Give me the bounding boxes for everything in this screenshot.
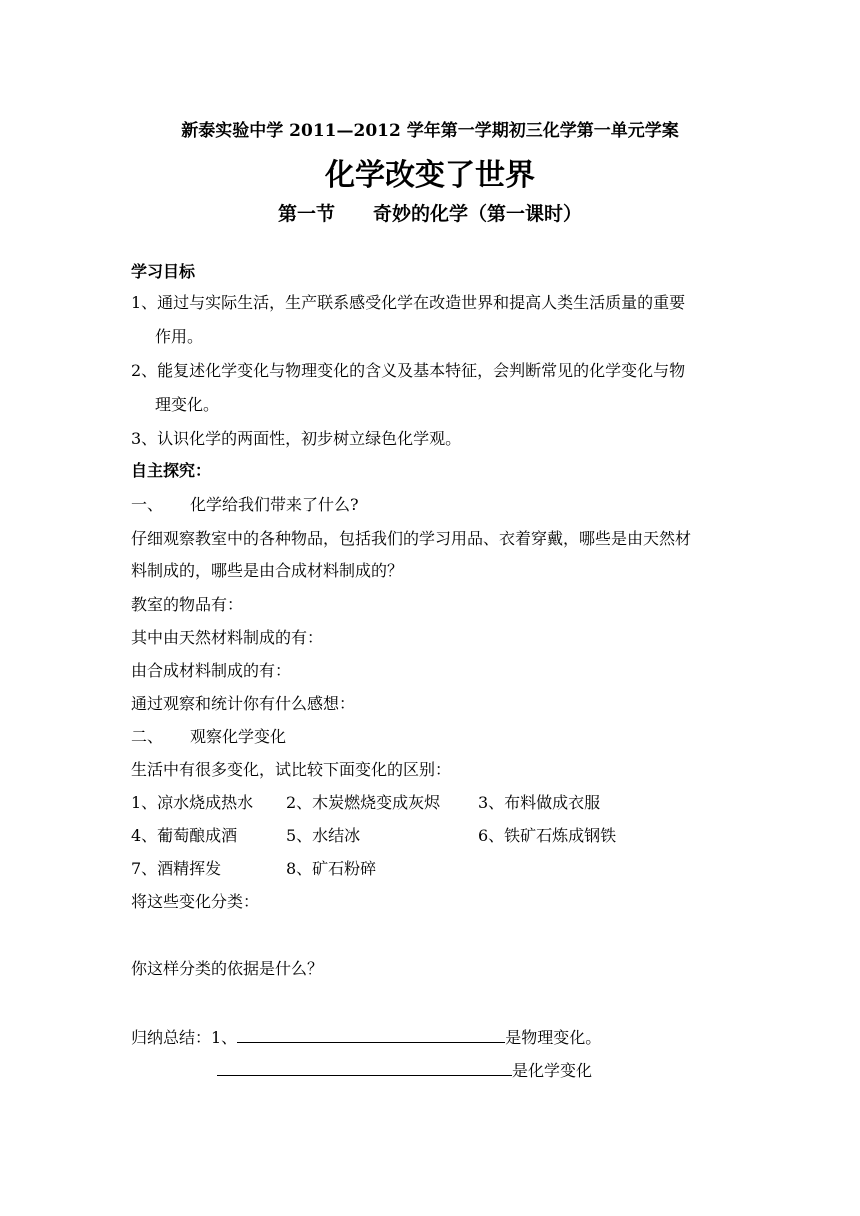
part1-title: 化学给我们带来了什么? [190, 495, 359, 514]
change-item: 5、水结冰 [286, 826, 361, 845]
classify-prompt: 将这些变化分类： [131, 892, 260, 911]
basis-prompt: 你这样分类的依据是什么？ [131, 959, 324, 978]
physical-change-blank[interactable] [237, 1025, 505, 1043]
part1-desc-line2: 料制成的，哪些是由合成材料制成的？ [131, 561, 404, 580]
section-title: 第一节 奇妙的化学（第一课时） [277, 203, 582, 225]
part1-desc-line1: 仔细观察教室中的各种物品，包括我们的学习用品、衣着穿戴，哪些是由天然材 [131, 529, 692, 548]
objective-1-line1: 1、通过与实际生活，生产联系感受化学在改造世界和提高人类生活质量的重要 [131, 293, 686, 312]
objective-3: 3、认识化学的两面性，初步树立绿色化学观。 [131, 429, 462, 448]
summary-label: 归纳总结：1、 [131, 1028, 238, 1047]
objective-2-line1: 2、能复述化学变化与物理变化的含义及基本特征，会判断常见的化学变化与物 [131, 361, 686, 380]
prompt-reflection: 通过观察和统计你有什么感想： [131, 694, 356, 713]
chemical-change-blank[interactable] [217, 1058, 512, 1076]
summary-physical-text: 是物理变化。 [505, 1028, 602, 1047]
summary-row-chemical [217, 1058, 592, 1081]
school-line: 新泰实验中学 2011—2012 学年第一学期初三化学第一单元学案 [181, 121, 679, 141]
prompt-natural-materials: 其中由天然材料制成的有： [131, 628, 324, 647]
change-item: 7、酒精挥发 [131, 859, 222, 878]
part1-number: 一、 [131, 495, 164, 514]
objective-1-line2: 作用。 [155, 327, 204, 346]
page-title: 化学改变了世界 [325, 158, 535, 193]
change-item: 8、矿石粉碎 [286, 859, 377, 878]
change-item: 6、铁矿石炼成钢铁 [478, 826, 617, 845]
summary-row-physical [131, 1025, 601, 1048]
objectives-heading: 学习目标 [131, 262, 196, 281]
change-item: 3、布料做成衣服 [478, 793, 601, 812]
part2-number: 二、 [131, 727, 164, 746]
prompt-synthetic-materials: 由合成材料制成的有： [131, 661, 292, 680]
change-item: 4、葡萄酿成酒 [131, 826, 238, 845]
prompt-classroom-items: 教室的物品有： [131, 595, 244, 614]
part2-title: 观察化学变化 [190, 727, 287, 746]
change-item: 1、凉水烧成热水 [131, 793, 254, 812]
summary-chemical-text: 是化学变化 [512, 1061, 593, 1080]
part2-intro: 生活中有很多变化，试比较下面变化的区别： [131, 760, 452, 779]
change-item: 2、木炭燃烧变成灰烬 [286, 793, 441, 812]
objective-2-line2: 理变化。 [155, 395, 220, 414]
inquiry-heading: 自主探究： [131, 461, 212, 480]
